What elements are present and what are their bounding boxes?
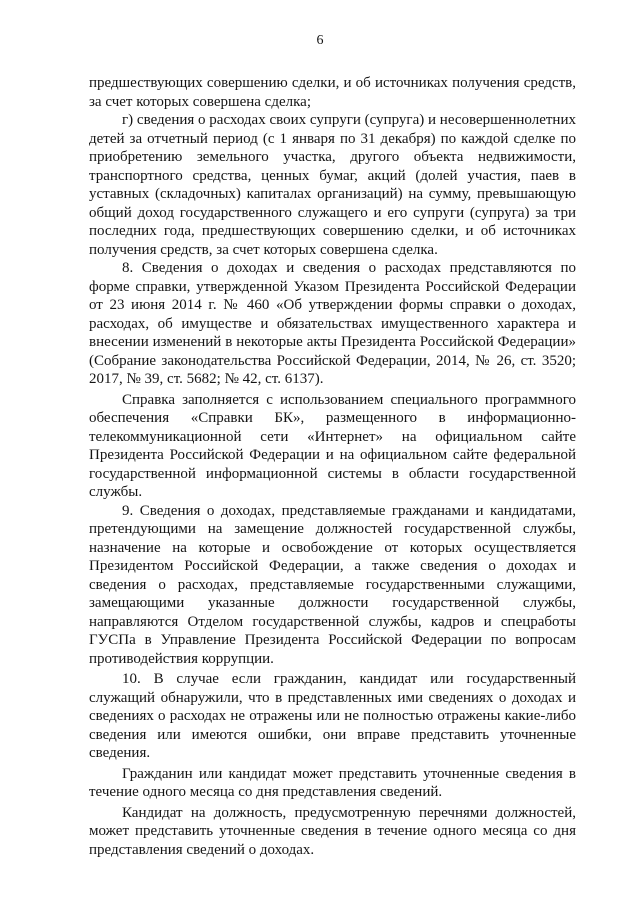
paragraph-10-candidate-note: Кандидат на должность, предусмотренную перечнями должностей, может представить уточненные сведения в течение одного месяца со дня представления сведений о доходах.	[89, 804, 576, 858]
page-number: 6	[316, 33, 324, 48]
paragraph-8-form-note: Справка заполняется с использованием специального программного обеспечения «Справки БК», размещенного в информационно-телекоммуникационной сети «Интернет» на официальном сайте Президента Российской Федерации и на официальном сайте федеральной государственной информационной системы в области государственной службы.	[89, 391, 576, 500]
paragraph-8: 8. Сведения о доходах и сведения о расходах представляются по форме справки, утвержденной Указом Президента Российской Федерации от 23 июня 2014 г. № 460 «Об утверждении формы справки о доходах, расходах, об имуществе и обязательствах имущественного характера и внесении изменений в некоторые акты Президента Российской Федерации» (Собрание законодательства Российской Федерации, 2014, № 26, ст. 3520; 2017, № 39, ст. 5682; № 42, ст. 6137).	[89, 260, 576, 387]
document-body	[89, 74, 576, 859]
paragraph-continuation: предшествующих совершению сделки, и об источниках получения средств, за счет которых совершена сделка;	[89, 75, 576, 110]
paragraph-10-citizen-note: Гражданин или кандидат может представить уточненные сведения в течение одного месяца со дня представления сведений.	[89, 765, 576, 800]
paragraph-9: 9. Сведения о доходах, представляемые гражданами и кандидатами, претендующими на замещение должностей государственной службы, назначение на которые и освобождение от которых осуществляется Президентом Российской Федерации, а также сведения о доходах и сведения о расходах, представляемые государственными служащими, замещающими указанные должности государственной службы, направляются Отделом государственной службы, кадров и спецработы ГУСПа в Управление Президента Российской Федерации по вопросам противодействия коррупции.	[89, 502, 576, 667]
paragraph-10: 10. В случае если гражданин, кандидат или государственный служащий обнаружили, что в представленных ими сведениях о доходах и сведениях о расходах не отражены или не полностью отражены какие-либо сведения или имеются ошибки, они вправе представить уточненные сведения.	[89, 671, 576, 761]
paragraph-item-g: г) сведения о расходах своих супруги (супруга) и несовершеннолетних детей за отчетный период (с 1 января по 31 декабря) по каждой сделке по приобретению земельного участка, другого объекта недвижимости, транспортного средства, ценных бумаг, акций (долей участия, паев в уставных (складочных) капиталах организаций) на сумму, превышающую общий доход государственного служащего и его супруги (супруга) за три последних года, предшествующих совершению сделки, и об источниках получения средств, за счет которых совершена сделка.	[89, 112, 576, 258]
